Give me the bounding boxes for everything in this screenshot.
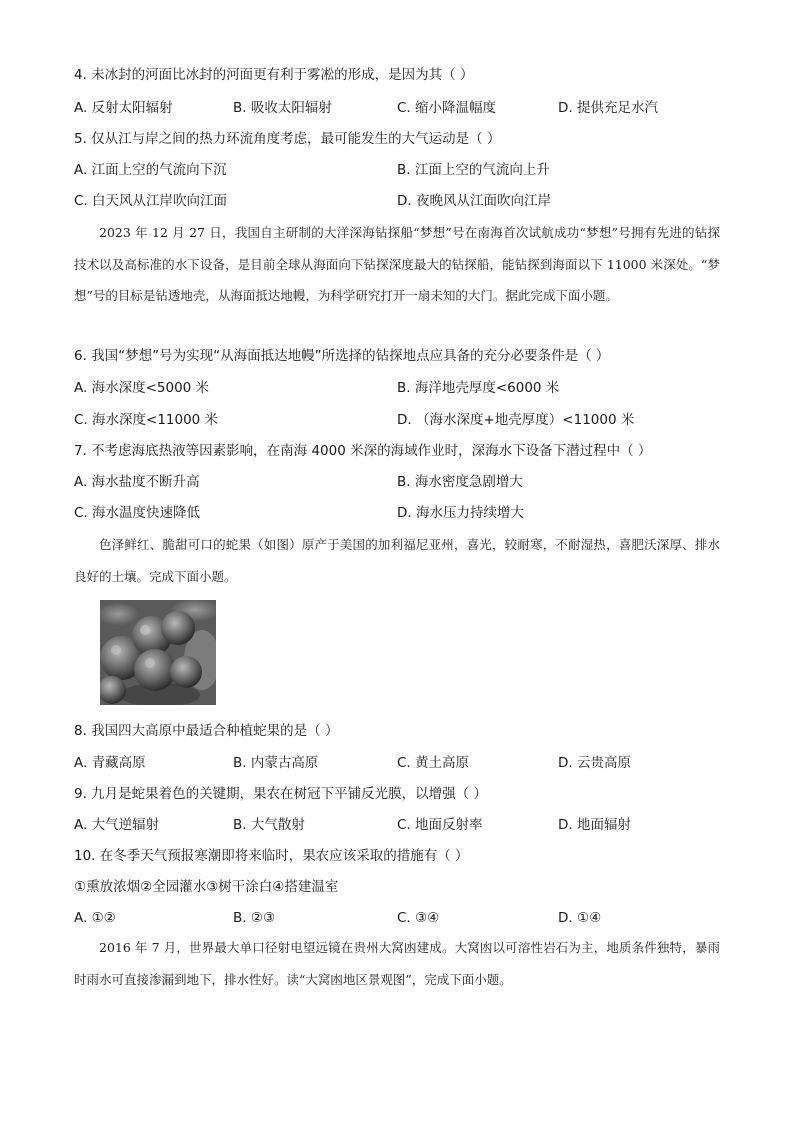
q5-stem: 5. 仅从江与岸之间的热力环流角度考虑，最可能发生的大气运动是（ ） — [74, 131, 501, 147]
q8-option-b[interactable]: B. 内蒙古高原 — [233, 755, 319, 771]
q4-option-a[interactable]: A. 反射太阳辐射 — [74, 100, 173, 116]
q7-option-b[interactable]: B. 海水密度急剧增大 — [397, 474, 523, 490]
q10-option-d[interactable]: D. ①④ — [558, 910, 602, 926]
q4-option-b[interactable]: B. 吸收太阳辐射 — [233, 100, 332, 116]
red-apple-photo — [100, 600, 216, 705]
passage-telescope: 2016 年 7 月，世界最大单口径射电望远镜在贵州大窝凼建成。大窝凼以可溶性岩石为主，地质条件独特，暴雨时雨水可直接渗漏到地下，排水性好。读“大窝凼地区景观图”，完成下面小题。 — [74, 940, 720, 987]
q10-stem: 10. 在冬季天气预报寒潮即将来临时，果农应该采取的措施有（ ） — [74, 848, 469, 864]
q8-option-d[interactable]: D. 云贵高原 — [558, 755, 631, 771]
q7-option-d[interactable]: D. 海水压力持续增大 — [397, 505, 524, 521]
q5-option-d[interactable]: D. 夜晚风从江面吹向江岸 — [397, 193, 551, 209]
q10-option-a[interactable]: A. ①② — [74, 910, 116, 926]
q7-option-c[interactable]: C. 海水温度快速降低 — [74, 505, 201, 521]
q10-option-c[interactable]: C. ③④ — [397, 910, 440, 926]
q9-option-d[interactable]: D. 地面辐射 — [558, 817, 631, 833]
q5-option-a[interactable]: A. 江面上空的气流向下沉 — [74, 162, 227, 178]
q6-option-d[interactable]: D. （海水深度+地壳厚度）<11000 米 — [397, 412, 635, 428]
q4-option-c[interactable]: C. 缩小降温幅度 — [397, 100, 497, 116]
q9-option-a[interactable]: A. 大气逆辐射 — [74, 817, 160, 833]
q4-option-d[interactable]: D. 提供充足水汽 — [558, 100, 658, 116]
q9-option-c[interactable]: C. 地面反射率 — [397, 817, 483, 833]
q8-stem: 8. 我国四大高原中最适合种植蛇果的是（ ） — [74, 723, 339, 739]
q6-option-a[interactable]: A. 海水深度<5000 米 — [74, 380, 210, 396]
q4-stem: 4. 未冰封的河面比冰封的河面更有利于雾凇的形成，是因为其（ ） — [74, 67, 474, 83]
q9-stem: 9. 九月是蛇果着色的关键期，果农在树冠下平铺反光膜，以增强（ ） — [74, 786, 487, 802]
q8-option-c[interactable]: C. 黄土高原 — [397, 755, 470, 771]
apple-image — [100, 600, 216, 705]
q5-option-b[interactable]: B. 江面上空的气流向上升 — [397, 162, 550, 178]
q5-option-c[interactable]: C. 白天风从江岸吹向江面 — [74, 193, 228, 209]
passage-dream-ship: 2023 年 12 月 27 日，我国自主研制的大洋深海钻探船“梦想”号在南海首次试航成功“梦想”号拥有先进的钻探技术以及高标准的水下设备，是目前全球从海面向下钻探深度最大的钻探船，能钻探到海面以下 11000 米深处。“梦想”号的目标是钻透地壳，从海面抵达地幔，为科学研究打开一扇未知的大门。据此完成下面小题。 — [74, 225, 720, 303]
q10-choices: ①熏放浓烟②全园灌水③树干涂白④搭建温室 — [74, 879, 339, 895]
q6-option-b[interactable]: B. 海洋地壳厚度<6000 米 — [397, 380, 560, 396]
q7-option-a[interactable]: A. 海水盐度不断升高 — [74, 474, 200, 490]
q6-option-c[interactable]: C. 海水深度<11000 米 — [74, 412, 219, 428]
q10-option-b[interactable]: B. ②③ — [233, 910, 276, 926]
q6-stem: 6. 我国“梦想”号为实现“从海面抵达地幔”所选择的钻探地点应具备的充分必要条件是（ ） — [74, 348, 610, 364]
q9-option-b[interactable]: B. 大气散射 — [233, 817, 305, 833]
q8-option-a[interactable]: A. 青藏高原 — [74, 755, 146, 771]
passage-red-apple: 色泽鲜红、脆甜可口的蛇果（如图）原产于美国的加利福尼亚州，喜光，较耐寒，不耐湿热，喜肥沃深厚、排水良好的土壤。完成下面小题。 — [74, 537, 720, 584]
q7-stem: 7. 不考虑海底热液等因素影响，在南海 4000 米深的海域作业时，深海水下设备下潜过程中（ ） — [74, 443, 652, 459]
